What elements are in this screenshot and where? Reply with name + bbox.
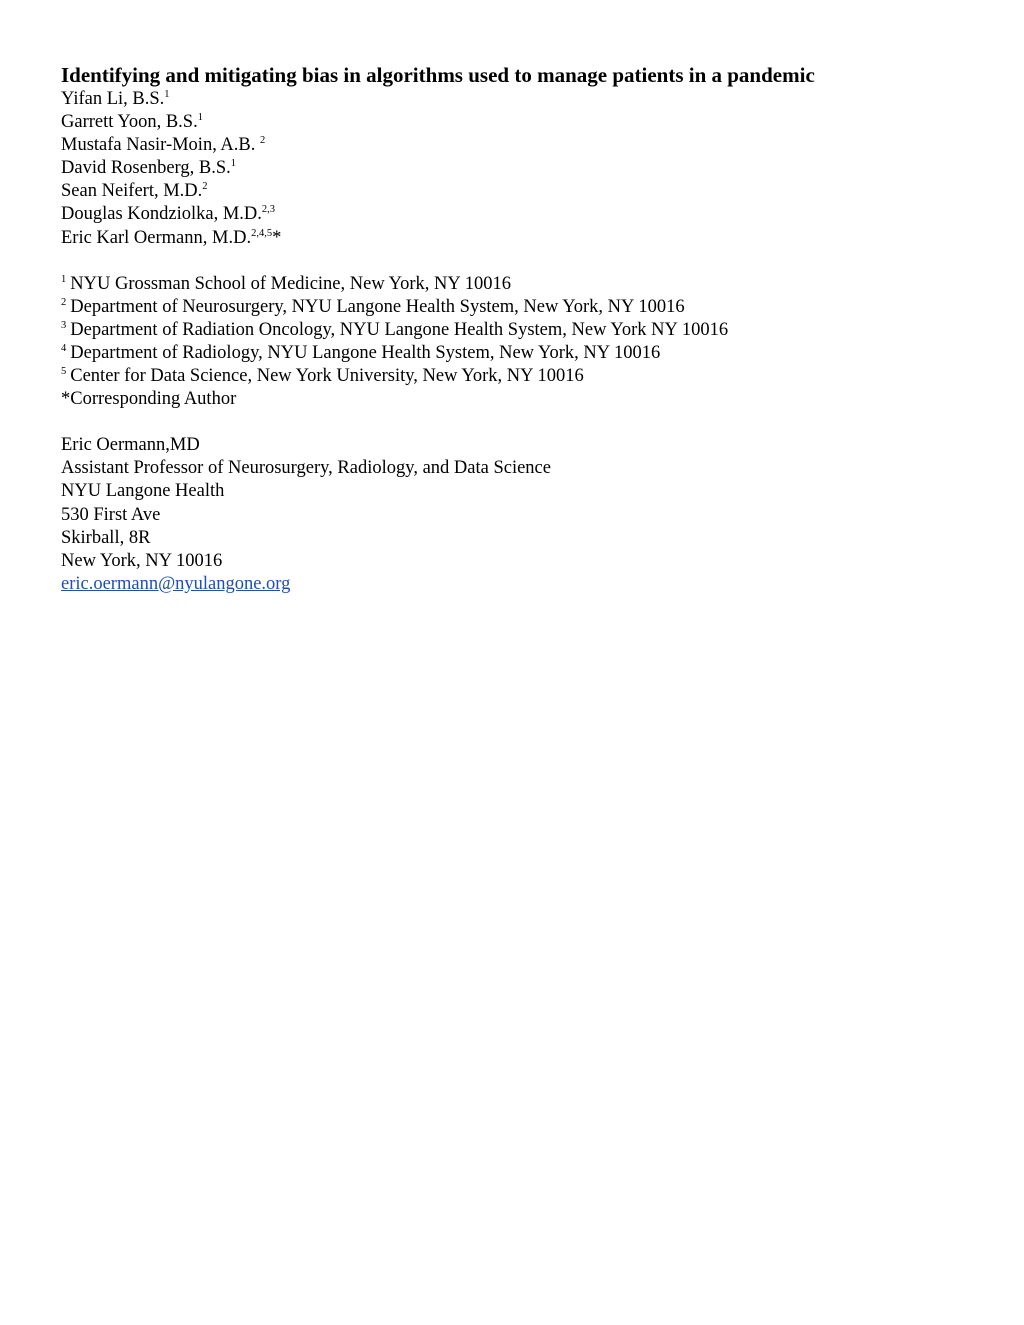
contact-email-link[interactable]: eric.oermann@nyulangone.org: [61, 573, 291, 594]
affiliation-text: Center for Data Science, New York University, New York, NY 10016: [70, 366, 584, 387]
affiliation-entry: [61, 365, 981, 388]
author-affiliation-marker: 2: [260, 135, 266, 147]
affiliation-number: 1: [61, 273, 67, 285]
contact-street: 530 First Ave: [61, 504, 161, 525]
corresponding-marker: *: [272, 227, 282, 248]
affiliation-text: Department of Neurosurgery, NYU Langone Health System, New York, NY 10016: [70, 296, 685, 317]
author-entry: [61, 134, 981, 157]
affiliation-entry: [61, 342, 981, 365]
affiliation-entry: [61, 273, 981, 296]
author-name: David Rosenberg, B.S.: [61, 158, 231, 179]
author-entry: [61, 203, 981, 226]
affiliation-entry: [61, 319, 981, 342]
author-affiliation-marker: 1: [197, 112, 203, 124]
author-entry: [61, 180, 981, 203]
author-affiliation-marker: 2,4,5: [251, 227, 273, 239]
spacer: [61, 411, 981, 434]
affiliation-list: [61, 273, 981, 412]
author-name: Eric Karl Oermann, M.D.: [61, 227, 252, 248]
affiliation-text: Department of Radiology, NYU Langone Health System, New York, NY 10016: [70, 342, 661, 363]
contact-name: Eric Oermann,MD: [61, 435, 200, 456]
author-affiliation-marker: 2: [202, 181, 208, 193]
author-affiliation-marker: 1: [164, 89, 170, 100]
author-affiliation-marker: 2,3: [261, 204, 276, 216]
author-affiliation-marker: 1: [230, 158, 237, 170]
corresponding-author-note: *Corresponding Author: [61, 389, 237, 410]
affiliation-number: 5: [61, 366, 67, 378]
contact-block: [61, 434, 981, 596]
spacer: [61, 250, 981, 273]
contact-building: Skirball, 8R: [61, 527, 151, 548]
author-name: Sean Neifert, M.D.: [61, 181, 203, 202]
author-name: Yifan Li, B.S.: [61, 89, 165, 109]
author-name: Garrett Yoon, B.S.: [61, 112, 198, 133]
author-list: [61, 88, 981, 250]
affiliation-text: NYU Grossman School of Medicine, New York, NY 10016: [70, 273, 511, 294]
author-entry: [61, 88, 981, 111]
affiliation-number: 3: [61, 319, 67, 331]
contact-email-line: [61, 573, 981, 596]
author-entry: [61, 157, 981, 180]
author-entry: [61, 227, 981, 250]
contact-city: New York, NY 10016: [61, 550, 223, 571]
author-name: Douglas Kondziolka, M.D.: [61, 204, 262, 225]
contact-position: Assistant Professor of Neurosurgery, Radiology, and Data Science: [61, 458, 551, 479]
author-entry: [61, 111, 981, 134]
affiliation-entry: [61, 296, 981, 319]
contact-institution: NYU Langone Health: [61, 481, 225, 502]
affiliation-text: Department of Radiation Oncology, NYU Langone Health System, New York NY 10016: [70, 319, 729, 340]
title-page: [61, 62, 981, 596]
affiliation-number: 4: [61, 342, 67, 354]
paper-title: Identifying and mitigating bias in algorithms used to manage patients in a pandemic: [61, 63, 815, 87]
affiliation-number: 2: [61, 296, 67, 308]
author-name: Mustafa Nasir-Moin, A.B.: [61, 135, 256, 156]
